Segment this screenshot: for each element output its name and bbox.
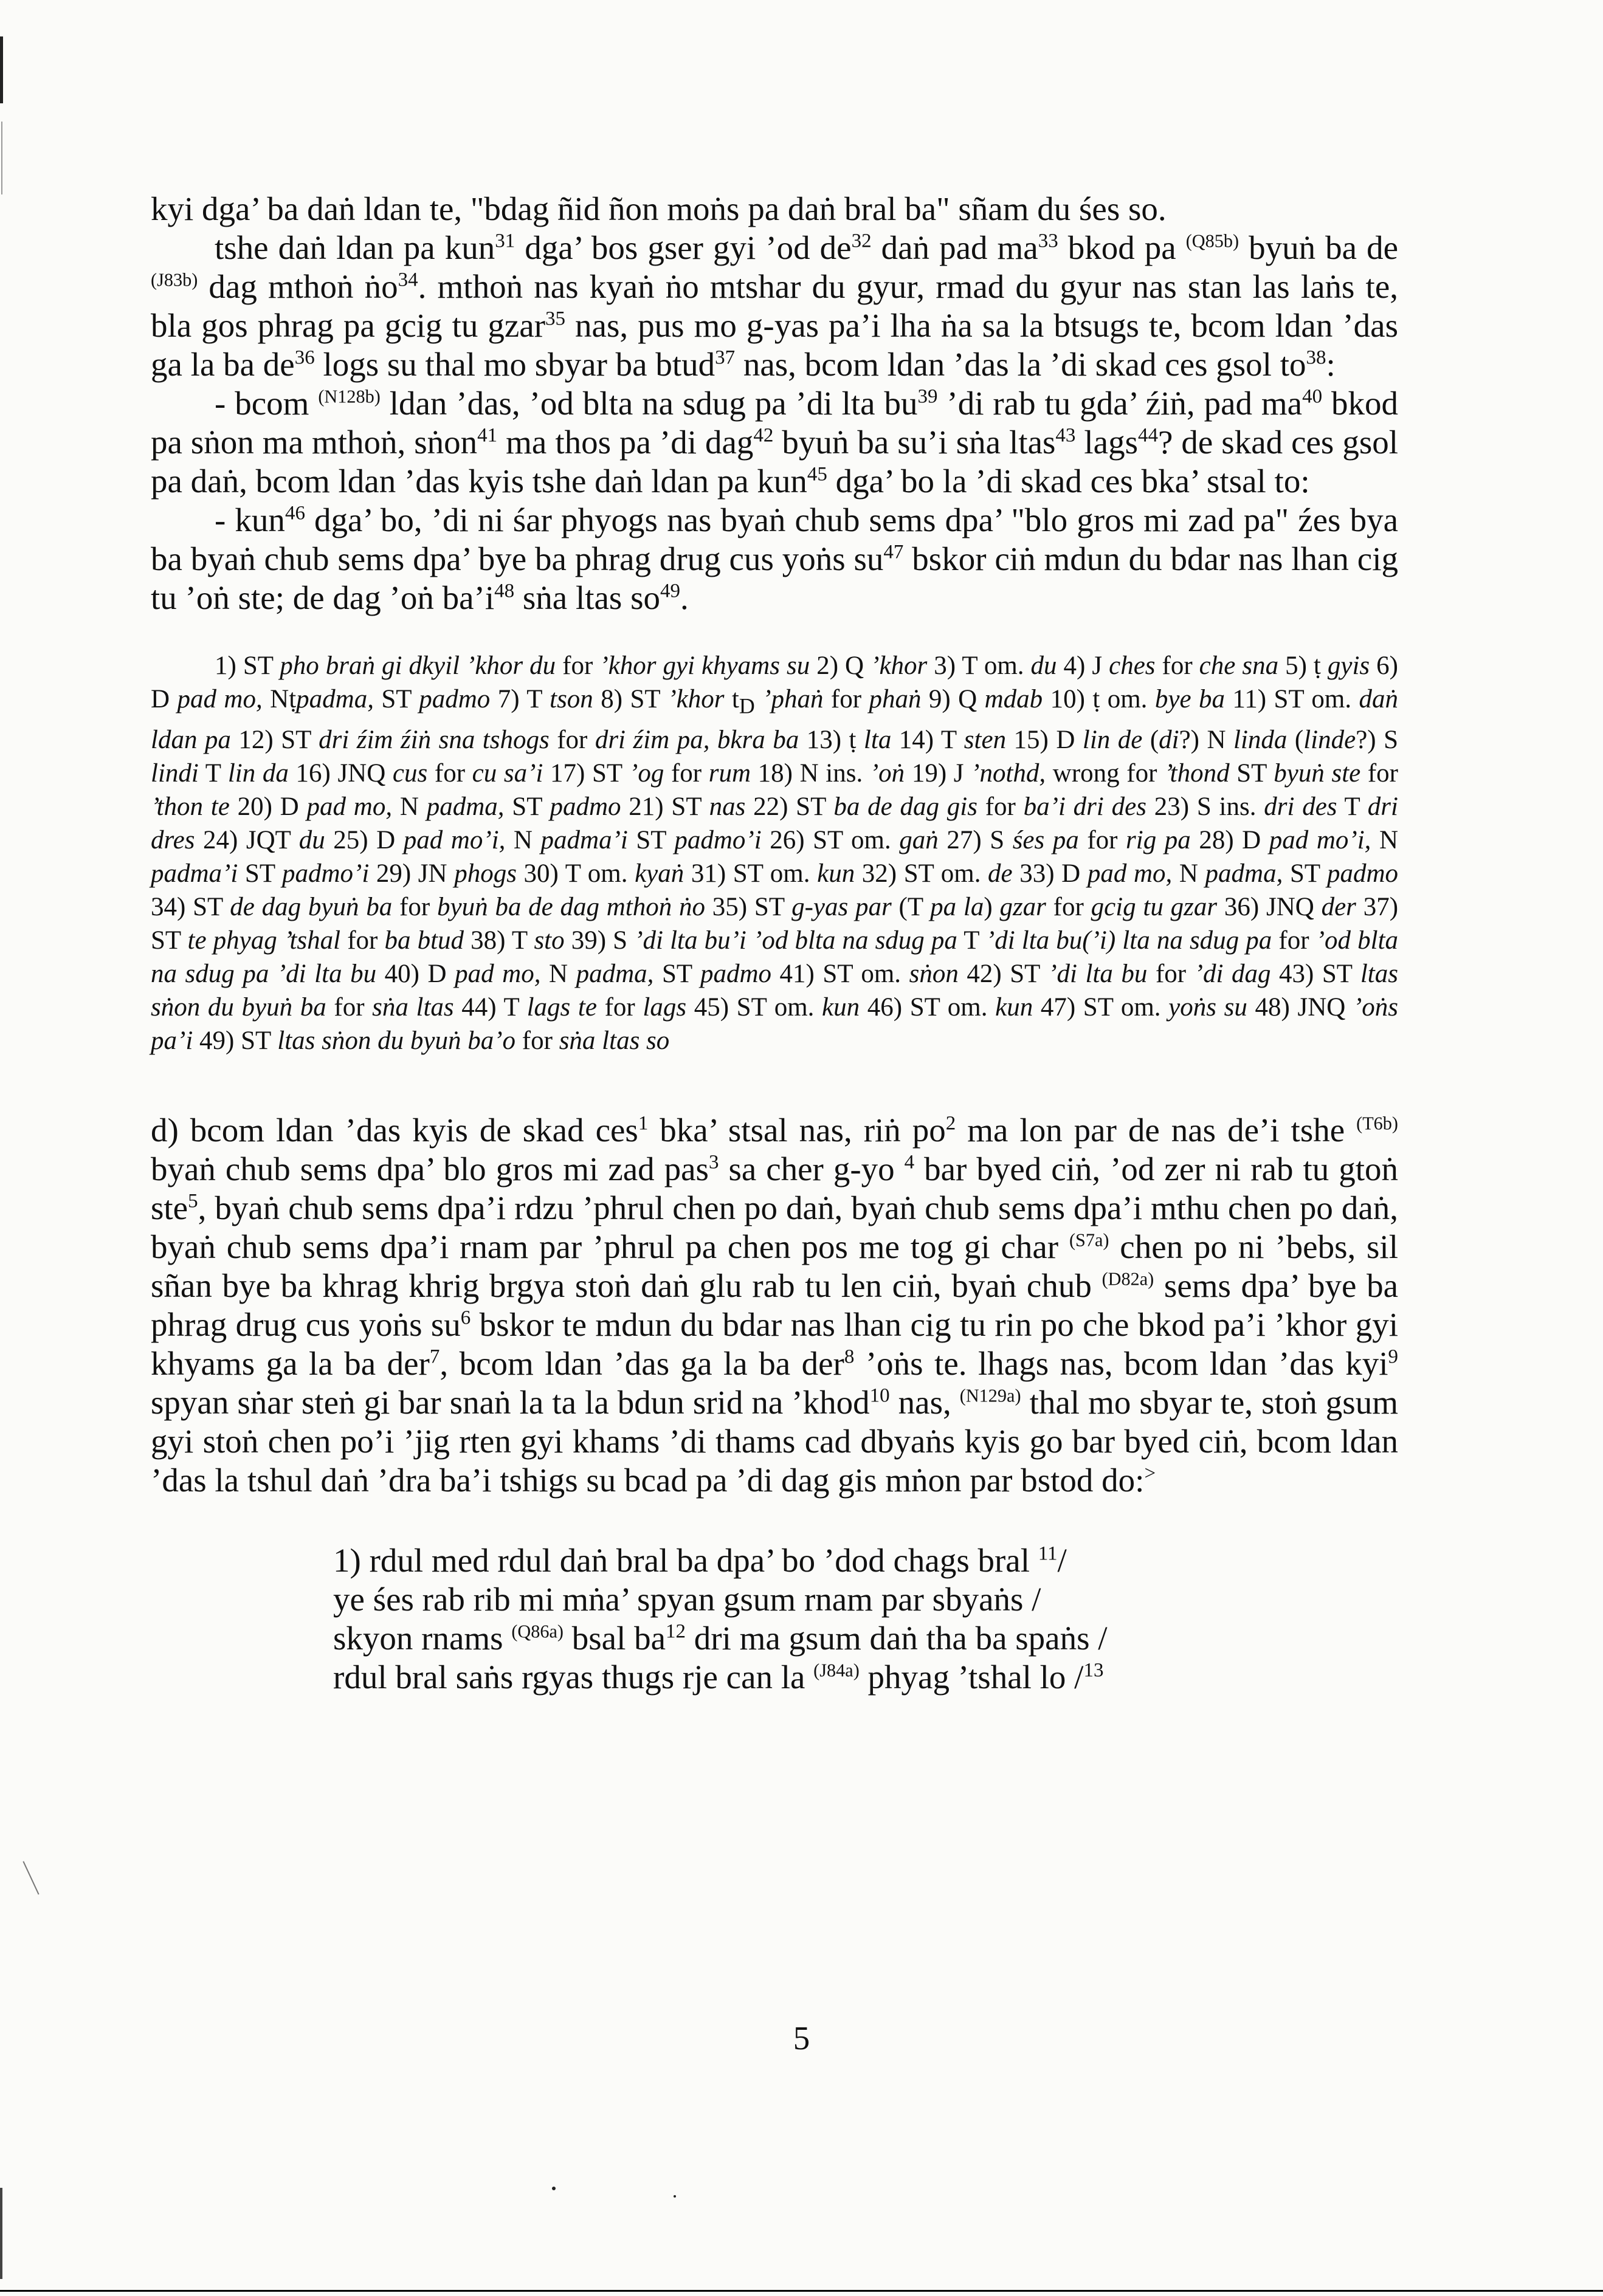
text-run: ?) S (1356, 725, 1398, 754)
italic-run: ’oṅs pa’i (151, 992, 1399, 1055)
text-run: N (1371, 825, 1399, 854)
text-run: 31) ST om. (684, 859, 818, 888)
text-run: 8) ST (593, 685, 668, 713)
italic-run: cus (392, 758, 428, 788)
paragraph-line: kyi dga’ ba daṅ ldan te, "bdag ñid ñon moṅs pa daṅ bral ba" sñam du śes so. (151, 190, 1167, 227)
italic-run: sṅon (909, 959, 959, 988)
text-run: : (1326, 346, 1336, 383)
italic-run: mdab (984, 685, 1043, 713)
italic-run: linde (1303, 725, 1356, 754)
text-run: 13) ṭ (799, 725, 864, 754)
text-run: 17) ST (543, 758, 629, 788)
text-run: byaṅ chub sems dpa’ blo gros mi zad pas (151, 1150, 709, 1188)
italic-run: lags te (526, 992, 597, 1022)
italic-run: linda (1233, 725, 1288, 754)
text-run: bkod pa (1058, 229, 1186, 266)
italic-run: padmo’i (281, 859, 370, 888)
text-run: sa cher g-yo (719, 1150, 905, 1188)
text-run: 38) T (464, 926, 534, 955)
italic-run: dri źim pa, bkra ba (595, 725, 799, 754)
text-run: T (957, 926, 986, 955)
footnote-ref: 49 (660, 580, 680, 602)
italic-run: ’oṅ (869, 758, 905, 788)
text-run: for (340, 926, 385, 955)
text-run: for (549, 725, 595, 754)
text-run: logs su thal mo sbyar ba btud (314, 346, 715, 383)
text-run: 25) D (325, 825, 404, 854)
italic-run: ’di dag (1194, 959, 1271, 988)
text-run: 26) ST om. (761, 825, 900, 854)
text-run: ST (373, 685, 419, 713)
text-run: nas, pus mo g-yas pa’i lha ṅa sa la btsugs te, bcom ldan ’das ga la ba de (151, 307, 1398, 383)
text-run: dga’ bo la ’di skad ces bka’ stsal to: (827, 462, 1310, 500)
text-run: ST (1283, 859, 1327, 888)
italic-run: gcig tu gzar (1091, 892, 1218, 921)
text-run: bsal ba (564, 1619, 666, 1657)
italic-run: ltas sṅon du byuṅ ba (151, 959, 1398, 1022)
italic-run: sten (964, 725, 1007, 754)
text-run: ’di rab tu gda’ źiṅ, pad ma (937, 385, 1303, 422)
critical-apparatus-footnotes (151, 649, 1398, 1057)
footnotes-text (151, 649, 1398, 1057)
text-run: skyon rnams (333, 1619, 512, 1657)
text-run: (T (891, 892, 931, 921)
text-run: ma lon par de nas de’i tshe (956, 1111, 1357, 1149)
text-run: 19) J (905, 758, 971, 788)
italic-run: ’di lta bu(’i) lta na sdug pa (985, 926, 1272, 955)
folio-siglum: (T6b) (1356, 1113, 1398, 1134)
text-run: 24) JQT (195, 825, 299, 854)
footnote-ref: 2 (945, 1112, 956, 1135)
paragraph-bcom-ldan-das-question (151, 384, 1398, 501)
footnote-ref: 5 (188, 1190, 198, 1212)
text-run: bskor te mdun du bdar nas lhan cig tu rin po che bkod pa’i ’khor gyi khyams ga la ba der (151, 1305, 1398, 1382)
footnote-ref: 44 (1138, 424, 1159, 447)
italic-run: padma, (296, 685, 374, 713)
italic-run: lags (643, 992, 687, 1022)
text-run: 2) Q (810, 651, 871, 680)
text-run: 15) D (1006, 725, 1083, 754)
italic-run: ba’i dri des (1023, 792, 1146, 821)
scan-speck (552, 2187, 556, 2190)
text-run: 20) D (229, 792, 307, 821)
scan-speck (674, 2195, 676, 2198)
text-run: Nṭ (262, 685, 297, 713)
footnote-ref: 42 (753, 424, 774, 447)
italic-run: lin de (1082, 725, 1143, 754)
text-run: nas, bcom ldan ’das la ’di skad ces gsol to (735, 346, 1306, 383)
text-run: ye śes rab rib mi mṅa’ spyan gsum rnam par sbyaṅs / (333, 1580, 1041, 1618)
text-run: for (392, 892, 437, 921)
text-run: for (427, 758, 472, 788)
text-run: dri ma gsum daṅ tha ba spaṅs / (686, 1619, 1108, 1657)
text-run: T (198, 758, 228, 788)
text-run: ) (984, 892, 1000, 921)
text-run: for (823, 685, 869, 713)
italic-run: padmo (1326, 859, 1399, 888)
footnote-ref: 36 (294, 346, 315, 369)
text-run: 34) ST (151, 892, 230, 921)
footnote-ref: 12 (666, 1620, 686, 1643)
italic-run: padma’i (151, 859, 238, 888)
text-run: 1) rdul med rdul daṅ bral ba dpa’ bo ’dod chags bral (333, 1541, 1038, 1579)
text-run: for (1155, 651, 1199, 680)
italic-run: lin da (227, 758, 289, 788)
text-run: 3) T om. (927, 651, 1031, 680)
italic-run: pad mo’i, (403, 825, 506, 854)
text-run: ldan ’das, ’od blta na sdug pa ’di lta bu (380, 385, 918, 422)
text-run: 39) S (564, 926, 635, 955)
text-run: for (1078, 825, 1126, 854)
footnote-ref: 37 (715, 346, 736, 369)
text-run: 32) ST om. (855, 859, 988, 888)
italic-run: ’khor (667, 685, 725, 713)
footnote-ref: 11 (1038, 1542, 1058, 1565)
text-run: ST (653, 959, 700, 988)
italic-run: padma’i (540, 825, 628, 854)
italic-run: dri dres (151, 792, 1398, 854)
text-run: 11) ST om. (1224, 685, 1359, 713)
italic-run: ’khor gyi khyams su (599, 651, 810, 680)
italic-run: der (1321, 892, 1356, 921)
footnote-ref: 7 (429, 1346, 440, 1368)
italic-run: padmo (700, 959, 771, 988)
folio-siglum: (Q85b) (1185, 230, 1239, 252)
italic-run: de (988, 859, 1013, 888)
text-run: 6) D (151, 651, 1398, 713)
text-run: ? de skad ces gsol pa daṅ, bcom ldan ’das kyis tshe daṅ ldan pa kun (151, 424, 1399, 500)
text-run: 10) ṭ om. (1043, 685, 1155, 713)
italic-run: ’nothd, (971, 758, 1046, 788)
footnote-ref: 33 (1038, 230, 1058, 252)
text-run: 44) T (453, 992, 527, 1022)
italic-run: pad mo, (177, 685, 263, 713)
footnote-ref: 8 (844, 1346, 855, 1368)
text-run: for (515, 1026, 559, 1055)
italic-run: di (1159, 725, 1179, 754)
text-run: chen po ni ’bebs, sil sñan bye ba khrag khrig brgya stoṅ daṅ glu rab tu len ciṅ, byaṅ chub (151, 1228, 1398, 1304)
italic-run: ’thond (1164, 758, 1230, 788)
text-run: ST (238, 859, 282, 888)
folio-siglum: (N129a) (959, 1385, 1021, 1406)
italic-run: phogs (454, 859, 517, 888)
text-run: 9) Q (921, 685, 985, 713)
scan-edge-mark (1, 122, 2, 194)
text-run: - bcom (215, 385, 319, 422)
text-run: 7) T (490, 685, 550, 713)
text-run: for (1046, 892, 1091, 921)
italic-run: du (298, 825, 325, 854)
scan-stray-stroke (22, 1861, 39, 1894)
text-run: daṅ pad ma (871, 229, 1038, 266)
footnote-ref: 45 (807, 463, 827, 486)
italic-run: lta (863, 725, 892, 754)
text-run: rdul bral saṅs rgyas thugs rje can la (333, 1658, 814, 1696)
text-run: , byaṅ chub sems dpa’i rdzu ’phrul chen po daṅ, byaṅ chub sems dpa’i mthu chen po daṅ, byaṅ chub sems dpa’i rnam par ’phrul pa chen pos me tog gi char (151, 1189, 1398, 1265)
text-run: N (505, 825, 541, 854)
text-run: 42) ST (958, 959, 1049, 988)
italic-run: ’di lta bu (1048, 959, 1148, 988)
text-run: 48) JNQ (1247, 992, 1353, 1022)
text-run: nas, (889, 1383, 960, 1421)
italic-run: bye ba (1154, 685, 1225, 713)
footnote-ref: 47 (883, 541, 904, 563)
text-run: ’oṅs te. lhags nas, bcom ldan ’das kyi (854, 1344, 1388, 1382)
text-run: 49) ST (193, 1026, 278, 1055)
footnote-ref: 48 (494, 580, 515, 602)
text-run: bka’ stsal nas, riṅ po (648, 1111, 946, 1149)
italic-run: ’od blta na sdug pa ’di lta bu (151, 926, 1399, 988)
italic-run: cu sa’i (472, 758, 543, 788)
text-run: 21) ST (621, 792, 709, 821)
text-run: bar byed ciṅ, ’od zer ni rab tu gtoṅ ste (151, 1150, 1399, 1226)
folio-siglum: (J84a) (813, 1660, 860, 1681)
verse-stanza (333, 1541, 1398, 1697)
italic-run: pa la (930, 892, 984, 921)
text-run: 35) ST (705, 892, 792, 921)
text-run: bkod pa sṅon ma mthoṅ, sṅon (151, 385, 1398, 461)
text-run: 12) ST (230, 725, 319, 754)
text-run: 14) T (891, 725, 964, 754)
footnote-ref: 41 (477, 424, 498, 447)
footnote-ref: 32 (851, 230, 872, 252)
footnote-ref: 10 (869, 1384, 890, 1407)
folio-siglum: (N128b) (318, 386, 381, 407)
text-run: N (1172, 859, 1205, 888)
italic-run: pad mo’i, (1269, 825, 1371, 854)
scan-edge-mark (0, 36, 3, 103)
italic-run: kun (995, 992, 1033, 1022)
italic-run: yoṅs su (1168, 992, 1247, 1022)
text-run: 4) J (1057, 651, 1109, 680)
text-run: byuṅ ba su’i sṅa ltas (773, 424, 1056, 461)
text-run: 37) ST (151, 892, 1399, 955)
text-run: 1) ST (215, 651, 280, 680)
footnote-ref: 13 (1083, 1659, 1104, 1682)
text-run: 16) JNQ (288, 758, 393, 788)
text-run: ST (627, 825, 675, 854)
text-run: 27) S (938, 825, 1013, 854)
footnote-ref: 39 (917, 385, 938, 408)
text-run: ST (1229, 758, 1274, 788)
text-run: tshe daṅ ldan pa kun (215, 229, 495, 266)
italic-run: rum (708, 758, 751, 788)
text-run: 47) ST om. (1033, 992, 1169, 1022)
italic-run: dri źim źiṅ sna tshogs (319, 725, 550, 754)
italic-run: gyis (1327, 651, 1370, 680)
italic-run: te phyag ’tshal (187, 926, 341, 955)
page-body (151, 190, 1398, 1697)
footnote-ref: 1 (638, 1112, 649, 1135)
footnote-ref: 9 (1388, 1346, 1398, 1368)
folio-siglum: (D82a) (1101, 1268, 1154, 1290)
italic-run: kun (822, 992, 860, 1022)
italic-run: padma, (576, 959, 654, 988)
italic-run: ’phaṅ (754, 685, 824, 713)
italic-run: nas (709, 792, 746, 821)
italic-run: kyaṅ (635, 859, 684, 888)
italic-run: pad mo, (455, 959, 541, 988)
text-run: for (326, 992, 373, 1022)
italic-run: pad mo, (1087, 859, 1173, 888)
italic-run: ltas sṅon du byuṅ ba’o (277, 1026, 516, 1055)
footnote-ref: > (1144, 1462, 1156, 1485)
text-run: T (1337, 792, 1368, 821)
italic-run: phaṅ (869, 685, 922, 713)
text-run: ?) N (1179, 725, 1234, 754)
text-run: 45) ST om. (686, 992, 822, 1022)
text-run: , bcom ldan ’das ga la ba der (440, 1344, 844, 1382)
scan-bottom-edge (0, 2290, 1603, 2292)
folio-siglum: (S7a) (1069, 1229, 1109, 1251)
italic-run: padmo (419, 685, 491, 713)
text-run: . (680, 579, 689, 616)
italic-run: ’og (629, 758, 664, 788)
verse-line (333, 1580, 1398, 1619)
main-text (151, 190, 1398, 617)
italic-run: padmo (550, 792, 621, 821)
text-run: for (977, 792, 1024, 821)
text-run: dag mthoṅ ṅo (198, 268, 398, 305)
italic-run: ’di lta bu’i ’od blta na sdug pa (634, 926, 957, 955)
italic-run: kun (817, 859, 855, 888)
footnote-ref: 43 (1055, 424, 1076, 447)
italic-run: padmo’i (674, 825, 762, 854)
text-run: for (1147, 959, 1194, 988)
text-run: ma thos pa ’di dag (497, 424, 754, 461)
folio-siglum: (Q86a) (511, 1621, 564, 1642)
text-run: spyan sṅar steṅ gi bar snaṅ la ta la bdun srid na ’khod (151, 1383, 870, 1421)
text-run: N (392, 792, 427, 821)
italic-run: sto (534, 926, 565, 955)
text-run: byuṅ ba de (1239, 229, 1399, 266)
italic-run: che sna (1199, 651, 1279, 680)
text-run: sems dpa’ bye ba phrag drug cus yoṅs su (151, 1267, 1399, 1343)
footnote-ref: 35 (545, 308, 566, 330)
footnote-ref: 31 (495, 230, 515, 252)
verse-line (333, 1619, 1398, 1658)
text-run: 33) D (1012, 859, 1088, 888)
text-run: 43) ST (1270, 959, 1360, 988)
text-run: ST (504, 792, 550, 821)
italic-run: byuṅ ba de dag mthoṅ ṅo (436, 892, 706, 921)
text-run: for (556, 651, 600, 680)
text-run: dga’ bo, ’di ni śar phyogs nas byaṅ chub sems dpa’ "blo gros mi zad pa" źes bya ba byaṅ chub sems dpa’ bye ba phrag drug cus yoṅs su (151, 501, 1398, 577)
text-run: sṅa ltas so (514, 579, 660, 616)
verse-line (333, 1541, 1398, 1580)
text-run: 29) JN (369, 859, 455, 888)
italic-run: padma, (1205, 859, 1283, 888)
footnote-ref: 4 (904, 1151, 915, 1174)
italic-run: padma, (426, 792, 505, 821)
italic-run: sṅa ltas so (559, 1026, 670, 1055)
text-run: - kun (215, 501, 285, 538)
text-run: thal mo sbyar te, stoṅ gsum gyi stoṅ chen po’i ’jig rten gyi khams ’di thams cad dbyaṅs kyis go bar byed ciṅ, bcom ldan ’das la tshul daṅ ’dra ba’i tshigs su bcad pa ’di dag gis mṅon par bstod do: (151, 1383, 1398, 1499)
text-run: wrong for (1046, 758, 1165, 788)
italic-run: pad mo, (306, 792, 393, 821)
text-run: for (1360, 758, 1399, 788)
text-run: 22) ST (745, 792, 834, 821)
italic-run: pho braṅ gi dkyil ’khor du (280, 651, 556, 680)
text-run: 36) JNQ (1217, 892, 1322, 921)
subscript-run: D (739, 693, 755, 718)
italic-run: gzar (999, 892, 1046, 921)
section-d-paragraph (151, 1111, 1398, 1500)
italic-run: sṅa ltas (372, 992, 454, 1022)
text-run: 5) ṭ (1278, 651, 1328, 680)
text-run: / (1057, 1541, 1067, 1579)
paragraph-tshe-dan-ldan (151, 229, 1398, 384)
italic-run: lindi (151, 758, 199, 788)
paragraph-kun-dga-bo-answer (151, 501, 1398, 617)
text-run: d) bcom ldan ’das kyis de skad ces (151, 1111, 638, 1149)
text-run: ( (1142, 725, 1159, 754)
folio-siglum: (J83b) (151, 269, 198, 290)
text-run: 46) ST om. (860, 992, 996, 1022)
text-run: for (664, 758, 709, 788)
verse-line (333, 1658, 1398, 1697)
text-run: 30) T om. (516, 859, 635, 888)
footnote-ref: 40 (1302, 385, 1323, 408)
footnote-ref: 34 (398, 269, 418, 291)
italic-run: tson (550, 685, 593, 713)
footnote-ref: 38 (1306, 346, 1326, 369)
text-run: 28) D (1190, 825, 1269, 854)
italic-run: ba btud (384, 926, 464, 955)
page-number: 5 (793, 2019, 810, 2057)
italic-run: du (1030, 651, 1057, 680)
italic-run: byuṅ ste (1274, 758, 1361, 788)
text-run: 40) D (376, 959, 455, 988)
text-run: 18) N ins. (751, 758, 870, 788)
italic-run: rig pa (1126, 825, 1191, 854)
italic-run: gaṅ (899, 825, 939, 854)
footnote-ref: 46 (284, 502, 305, 524)
footnote-ref: 3 (708, 1151, 719, 1174)
footnote-ref: 6 (460, 1307, 471, 1329)
italic-run: g-yas par (791, 892, 892, 921)
text-run: N (540, 959, 576, 988)
text-run: for (1272, 926, 1316, 955)
italic-run: ba de dag gis (833, 792, 977, 821)
italic-run: dri des (1264, 792, 1337, 821)
text-run: 23) S ins. (1146, 792, 1264, 821)
text-run: 41) ST om. (771, 959, 909, 988)
text-run: phyag ’tshal lo / (859, 1658, 1084, 1696)
italic-run: śes pa (1012, 825, 1079, 854)
italic-run: daṅ ldan pa (151, 685, 1399, 754)
text-run: t (724, 685, 739, 713)
italic-run: ches (1109, 651, 1156, 680)
text-run: ( (1287, 725, 1304, 754)
text-run: for (596, 992, 643, 1022)
text-run: dga’ bos gser gyi ’od de (515, 229, 852, 266)
text-run: . mthoṅ nas kyaṅ ṅo mtshar du gyur, rmad du gyur nas stan las laṅs te, bla gos phrag pa gcig tu gzar (151, 268, 1398, 344)
scan-edge-mark (0, 2188, 2, 2279)
italic-run: ’khor (870, 651, 928, 680)
text-run: bskor ciṅ mdun du bdar nas lhan cig tu ’oṅ ste; de dag ’oṅ ba’i (151, 540, 1398, 616)
italic-run: ’thon te (151, 792, 230, 821)
text-run: lags (1075, 424, 1139, 461)
italic-run: de dag byuṅ ba (230, 892, 393, 921)
